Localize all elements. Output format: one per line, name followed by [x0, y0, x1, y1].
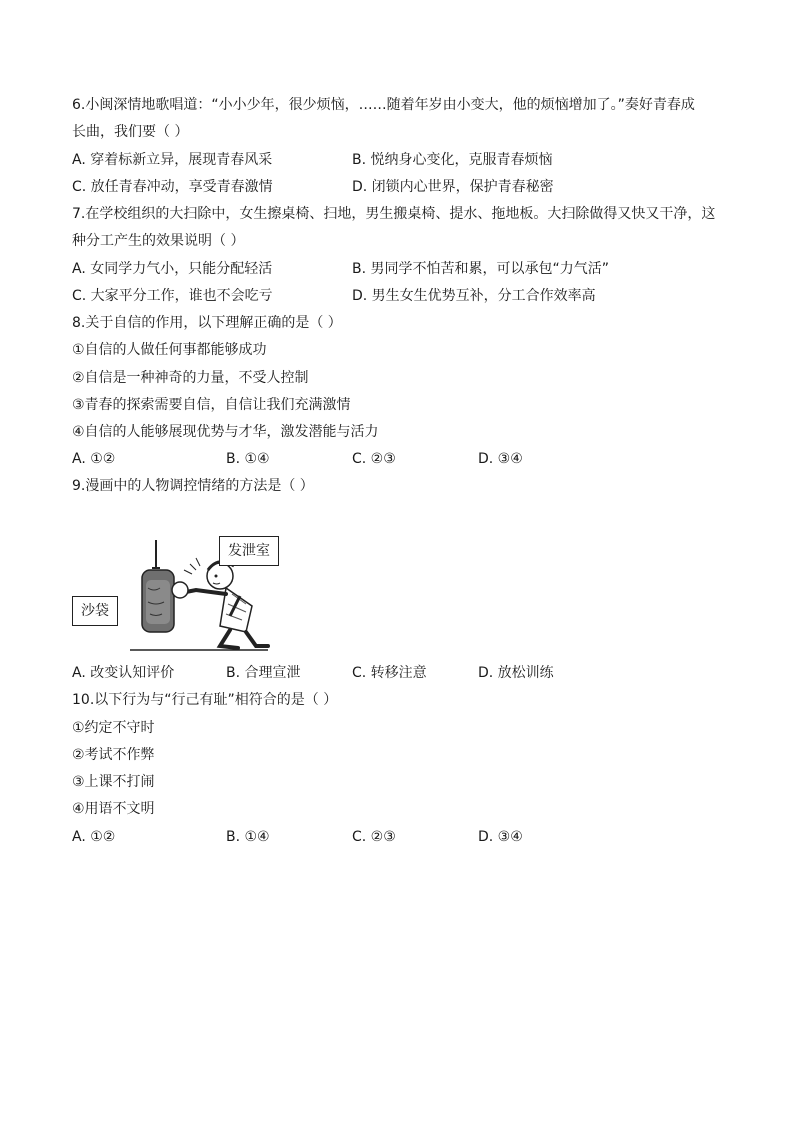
q6-stem-line1: 6.小闽深情地歌唱道：“小小少年，很少烦恼，……随着年岁由小变大，他的烦恼增加了。”奏好青春成 — [72, 97, 695, 113]
q7-option-b: B. 男同学不怕苦和累，可以承包“力气活” — [352, 261, 610, 277]
q7-stem-line1: 7.在学校组织的大扫除中，女生擦桌椅、扫地，男生搬桌椅、提水、拖地板。大扫除做得又快又干净，这 — [72, 206, 716, 222]
q8-option-a: A. ①② — [72, 451, 116, 467]
q6-option-c: C. 放任青春冲动，享受青春激情 — [72, 179, 273, 195]
q6-stem-line2: 长曲，我们要（ ） — [72, 124, 189, 140]
q9-option-c: C. 转移注意 — [352, 665, 427, 681]
q8-statement-2: ②自信是一种神奇的力量，不受人控制 — [72, 370, 309, 386]
q8-stem: 8.关于自信的作用，以下理解正确的是（ ） — [72, 315, 342, 331]
q6-option-d: D. 闭锁内心世界，保护青春秘密 — [352, 179, 554, 195]
q8-option-b: B. ①④ — [226, 451, 270, 467]
venting-room-label: 发泄室 — [219, 536, 279, 566]
q9-option-a: A. 改变认知评价 — [72, 665, 175, 681]
q9-stem: 9.漫画中的人物调控情绪的方法是（ ） — [72, 478, 314, 494]
q10-option-c: C. ②③ — [352, 829, 396, 845]
q7-stem-line2: 种分工产生的效果说明（ ） — [72, 233, 245, 249]
q6-option-a: A. 穿着标新立异，展现青春风采 — [72, 152, 273, 168]
sandbag-label: 沙袋 — [72, 596, 118, 626]
q8-option-d: D. ③④ — [478, 451, 523, 467]
q10-statement-1: ①约定不守时 — [72, 720, 155, 736]
q9-cartoon — [70, 530, 285, 655]
q8-statement-1: ①自信的人做任何事都能够成功 — [72, 342, 267, 358]
q10-option-a: A. ①② — [72, 829, 116, 845]
q9-option-d: D. 放松训练 — [478, 665, 554, 681]
q10-option-b: B. ①④ — [226, 829, 270, 845]
q7-option-d: D. 男生女生优势互补，分工合作效率高 — [352, 288, 596, 304]
q10-statement-3: ③上课不打闹 — [72, 774, 155, 790]
q8-statement-4: ④自信的人能够展现优势与才华，激发潜能与活力 — [72, 424, 379, 440]
q7-option-c: C. 大家平分工作，谁也不会吃亏 — [72, 288, 273, 304]
q10-stem: 10.以下行为与“行己有耻”相符合的是（ ） — [72, 692, 338, 708]
q7-option-a: A. 女同学力气小，只能分配轻活 — [72, 261, 273, 277]
q8-option-c: C. ②③ — [352, 451, 396, 467]
q10-option-d: D. ③④ — [478, 829, 523, 845]
q8-statement-3: ③青春的探索需要自信，自信让我们充满激情 — [72, 397, 351, 413]
q9-option-b: B. 合理宣泄 — [226, 665, 301, 681]
q6-option-b: B. 悦纳身心变化，克服青春烦恼 — [352, 152, 553, 168]
q10-statement-2: ②考试不作弊 — [72, 747, 155, 763]
q10-statement-4: ④用语不文明 — [72, 801, 155, 817]
